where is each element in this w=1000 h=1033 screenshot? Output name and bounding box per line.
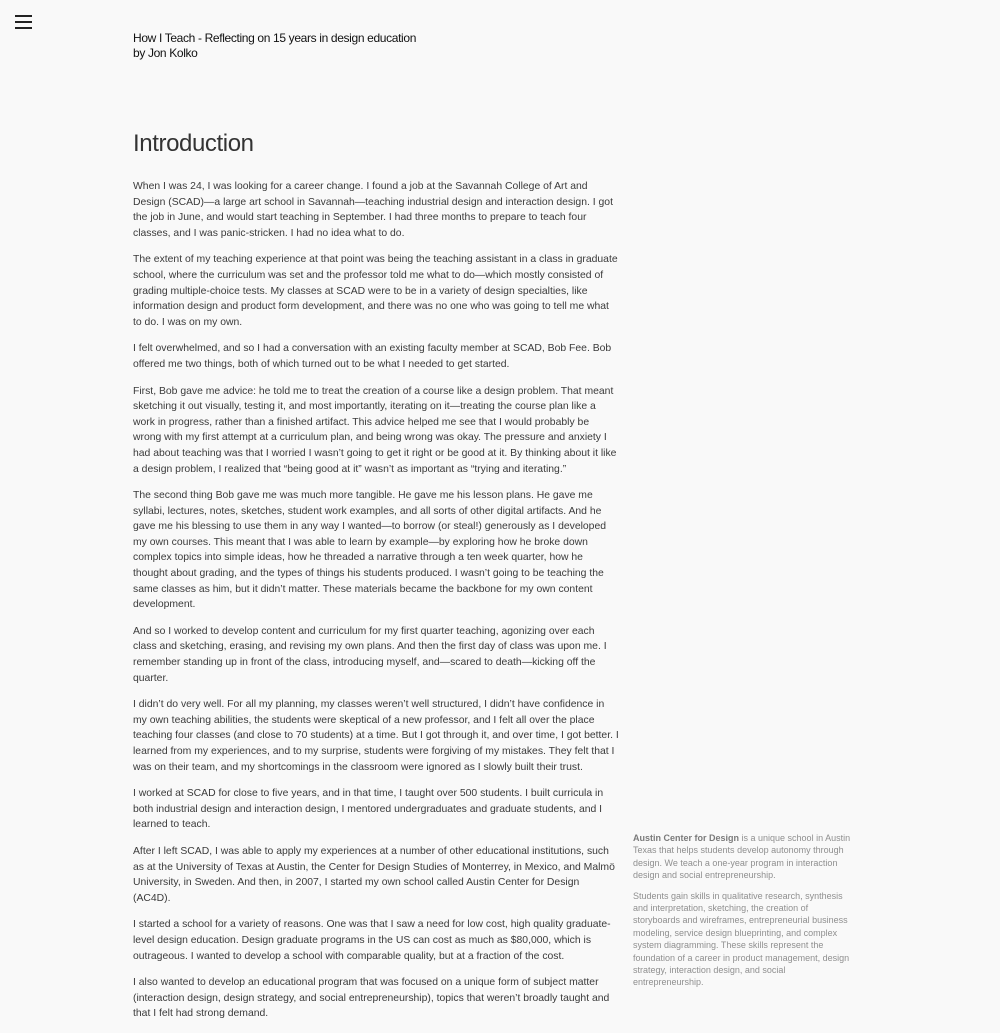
book-title: How I Teach - Reflecting on 15 years in design education	[133, 31, 417, 45]
paragraph: I also wanted to develop an educational program that was focused on a unique form of subject matter (interaction design, design strategy, and social entrepreneurship), topics that weren’t broadly taught and that I felt had strong demand.	[133, 977, 610, 1020]
menu-bar-top	[15, 15, 32, 17]
book-byline: by Jon Kolko	[133, 46, 198, 60]
hamburger-menu-icon[interactable]	[15, 14, 33, 30]
book-header	[133, 31, 453, 61]
paragraph: I started a school for a variety of reasons. One was that I saw a need for low cost, high quality graduate-level design education. Design graduate programs in the US can cost as much as $80,000, which is outrageous. I wanted to develop a school with comparable quality, but at a fraction of the cost.	[133, 919, 611, 962]
paragraph: I didn’t do very well. For all my planning, my classes weren’t well structured, I didn’t have confidence in my own teaching abilities, the students were skeptical of a new professor, and I felt all over the place teaching four classes (and close to 70 students) at a time. But I got through it, and over time, I got better. I learned from my experiences, and to my surprise, students were forgiving of my mistakes. They felt that I was on their team, and my shortcomings in the classroom were ignored as I slowly built their trust.	[133, 699, 619, 773]
menu-bar-middle	[15, 21, 32, 23]
paragraph: The extent of my teaching experience at that point was being the teaching assistant in a class in graduate school, where the curriculum was set and the professor told me what to do—which mostly consisted of grading multiple-choice tests. My classes at SCAD were to be in a variety of design specialties, like information design and product form development, and there was no one who was going to tell me what to do. I was on my own.	[133, 254, 618, 328]
menu-bar-bottom	[15, 27, 32, 29]
sidenote-skills: Students gain skills in qualitative research, synthesis and interpretation, sketching, the creation of storyboards and wireframes, entrepreneurial business modeling, service design blueprinting, and complex system diagramming. These skills represent the foundation of a career in product management, design strategy, interaction design, and social entrepreneurship.	[633, 890, 850, 988]
paragraph: First, Bob gave me advice: he told me to treat the creation of a course like a design problem. That meant sketching it out visually, testing it, and most importantly, iterating on it—treating the course plan like a work in progress, rather than a finished artifact. This advice helped me see that I would probably be wrong with my first attempt at a curriculum plan, and being wrong was okay. The pressure and anxiety I had about teaching was that I worried I wasn’t going to get it right or be good at it. By thinking about it like a design problem, I realized that “being good at it” wasn’t as important as “trying and iterating.”	[133, 385, 617, 475]
paragraph: I felt overwhelmed, and so I had a conversation with an existing faculty member at SCAD, Bob Fee. Bob offered me two things, both of which turned out to be what I needed to get started.	[133, 343, 612, 370]
paragraph: When I was 24, I was looking for a career change. I found a job at the Savannah College of Art and Design (SCAD)—a large art school in Savannah—teaching industrial design and interaction design. I got the job in June, and would start teaching in September. I had three months to prepare to teach four classes, and I was panic-stricken. I had no idea what to do.	[133, 181, 613, 239]
article-body	[133, 128, 619, 1033]
paragraph: I worked at SCAD for close to five years, and in that time, I taught over 500 students. I built curricula in both industrial design and interaction design, I mentored undergraduates and graduate students, and I learned to teach.	[133, 788, 604, 831]
sidenote-intro	[633, 832, 855, 882]
paragraph: The second thing Bob gave me was much more tangible. He gave me his lesson plans. He gave me syllabi, lectures, notes, sketches, student work examples, and all sorts of other digital artifacts. And he gave me his blessing to use them in any way I wanted—to borrow (or steal!) generously as I developed my own courses. This meant that I was able to learn by example—by exploring how he broke down complex topics into simple ideas, how he threaded a narrative through a ten week quarter, how he thought about grading, and the types of things his students produced. I wasn’t going to be teaching the same classes as him, but it didn’t matter. These materials became the backbone for my own content development.	[133, 490, 607, 611]
paragraph: And so I worked to develop content and curriculum for my first quarter teaching, agonizing over each class and sketching, erasing, and revising my own plans. And then the first day of class was upon me. I remember standing up in front of the class, introducing myself, and—scared to death—kicking off the quarter.	[133, 625, 607, 684]
chapter-heading: Introduction	[133, 130, 254, 157]
sidenote-lead: Austin Center for Design	[633, 833, 740, 843]
sidenote-ac4d	[633, 832, 855, 997]
sidenote-lead-rest: is a unique school in Austin Texas that helps students develop autonomy through design. We teach a one-year program in interaction design and social entrepreneurship.	[633, 833, 851, 881]
paragraph: After I left SCAD, I was able to apply my experiences at a number of other educational institutions, such as at the University of Texas at Austin, the Center for Design Studies of Monterrey, in Mexico, and Malmö University, in Sweden. And then, in 2007, I started my own school called Austin Center for Design (AC4D).	[133, 845, 615, 904]
